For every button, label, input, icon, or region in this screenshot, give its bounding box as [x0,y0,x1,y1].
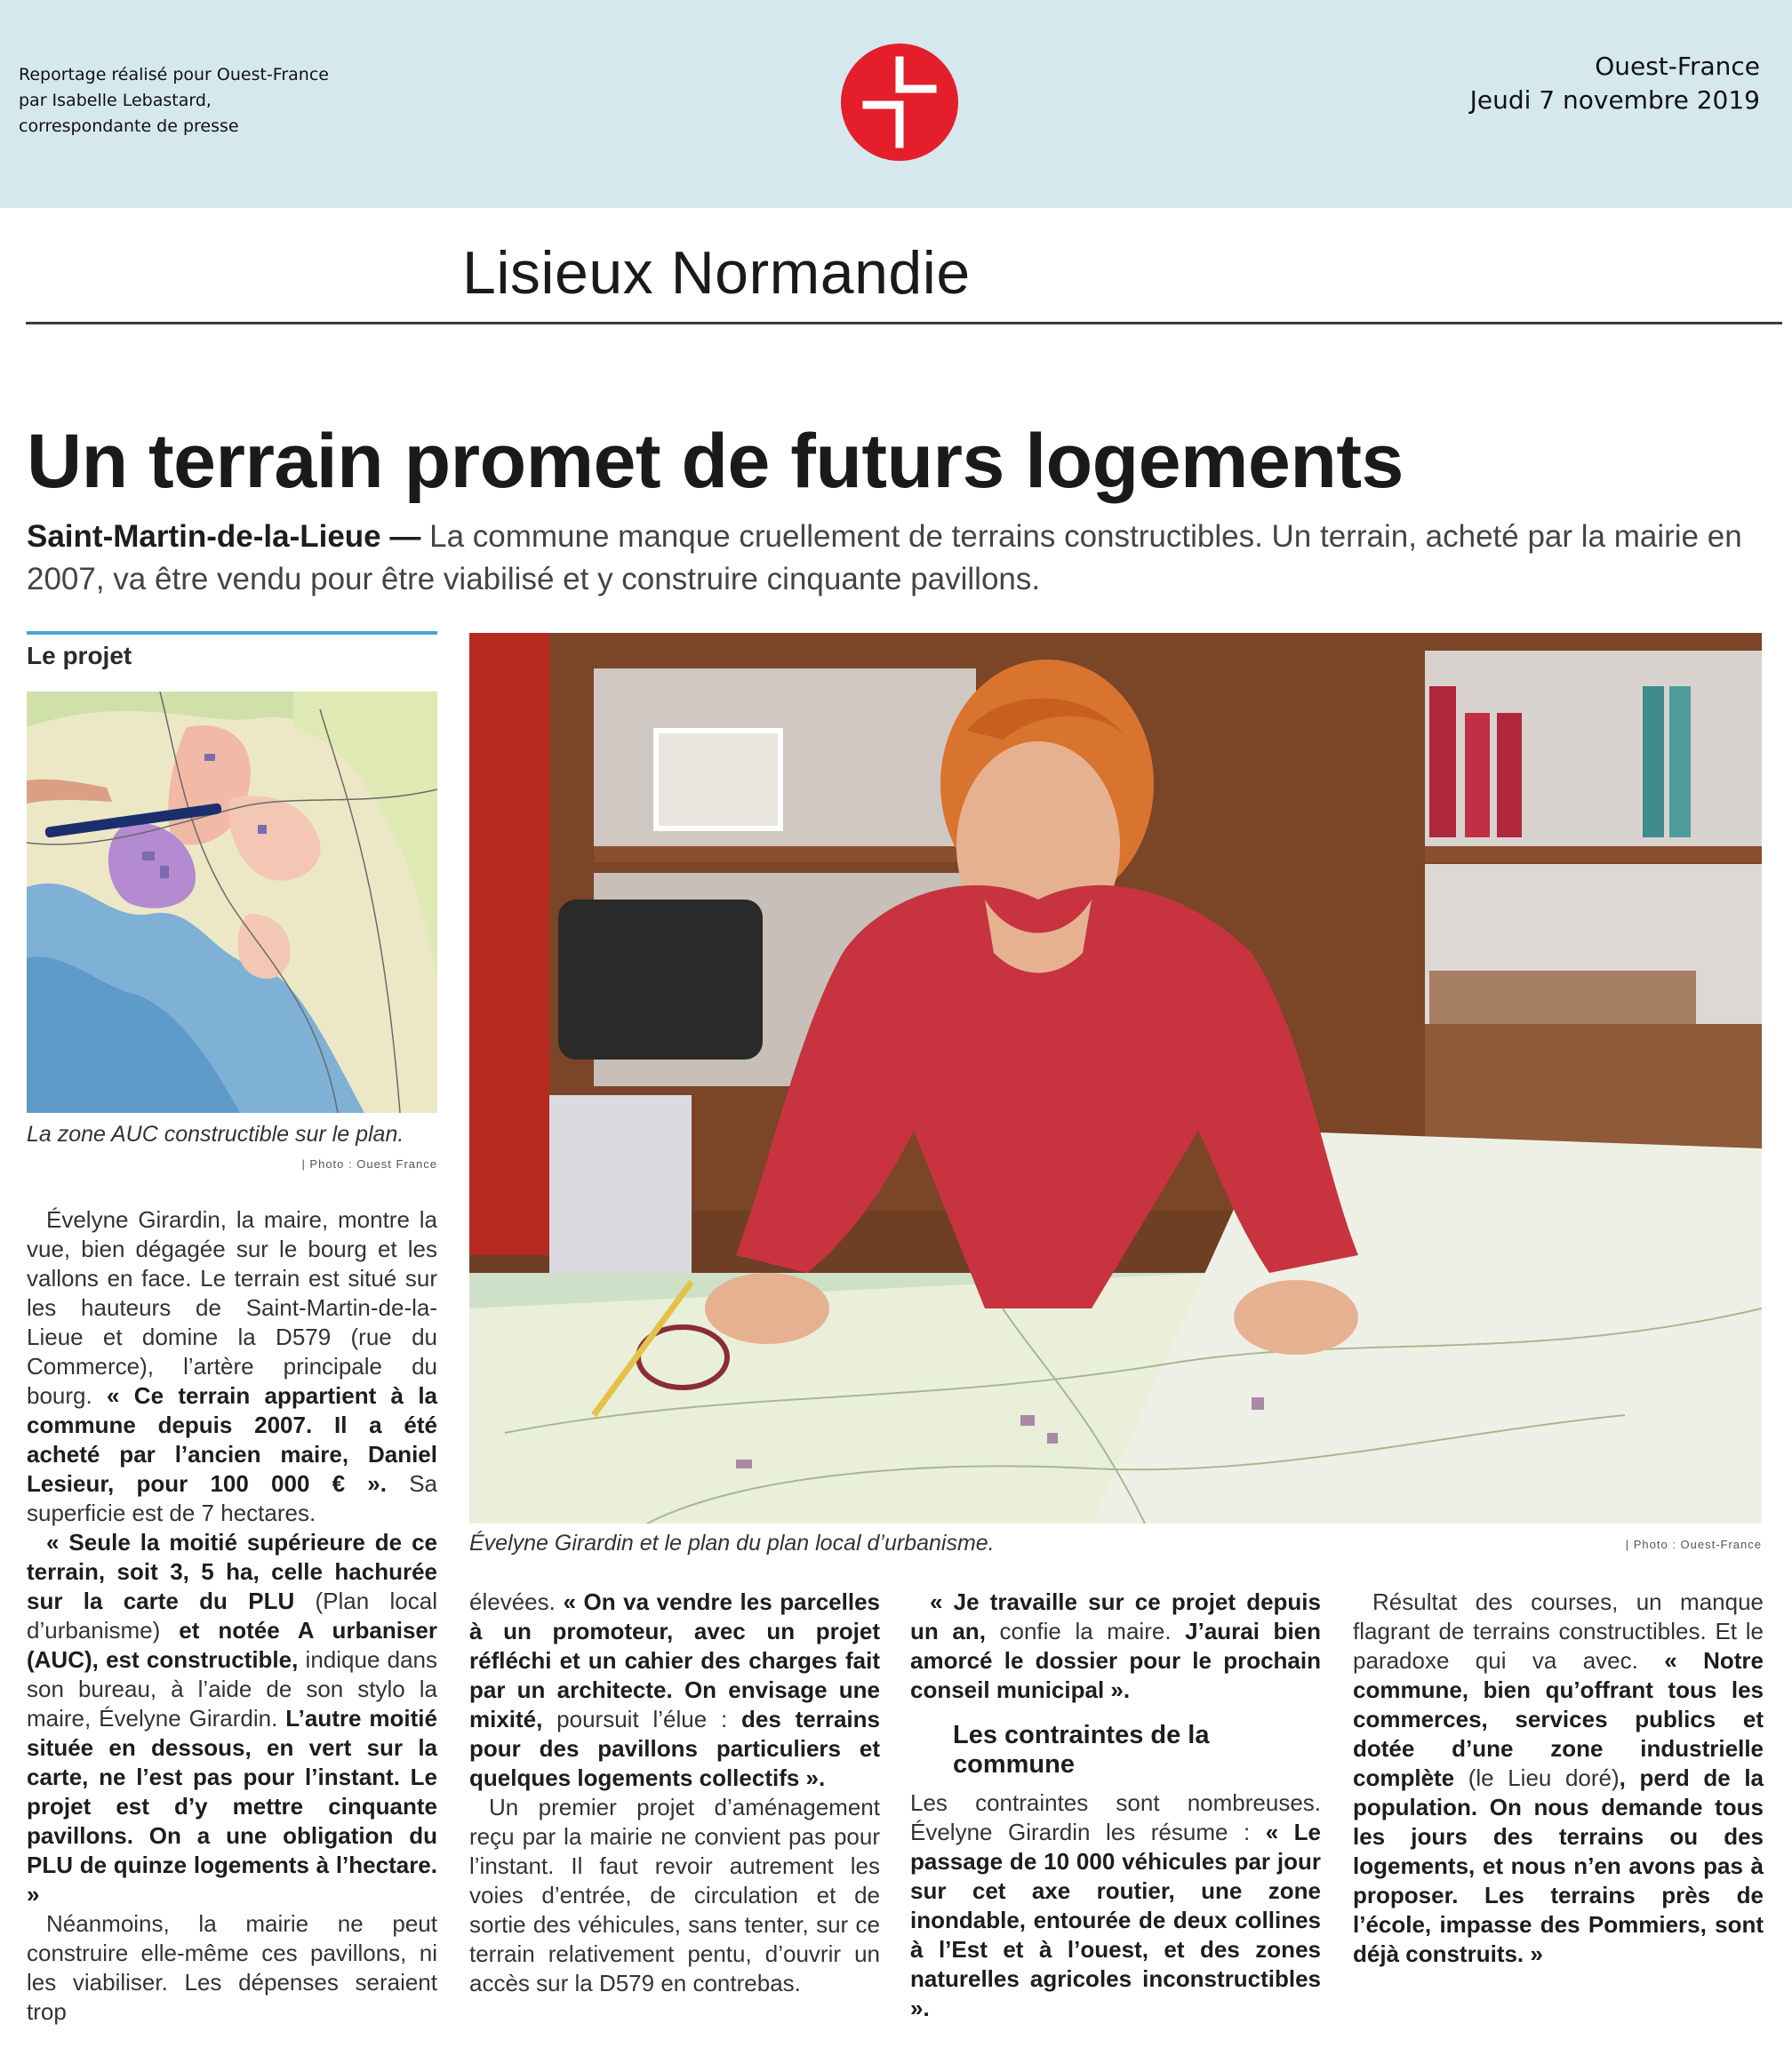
mayor-with-map-photo [469,633,1762,1524]
lede-place: Saint-Martin-de-la-Lieue — [27,519,421,554]
main-photo-credit: | Photo : Ouest-France [1625,1538,1762,1551]
map-photo-credit: | Photo : Ouest France [301,1157,437,1171]
body-paragraph: Un premier projet d’aménagement reçu par la mairie ne convient pas pour l’instant. Il faut revoir autrement les voies d’entrée, de circulation et de sortie des véhicules, sans tenter, sur ce terrain relativement pentu, d’ouvrir un accès sur la D579 en contrebas. [469,1794,880,1996]
body-paragraph: Résultat des courses, un manque flagrant de terrains constructibles. Et le paradoxe qui va avec. « Notre commune, bien qu’offrant tous les commerces, services publics et dotée d’une zone industrielle complète (le Lieu doré), perd de la population. On nous demande tous les jours des terrains ou des logements, et nous n’en avons pas à proposer. Les terrains près de l’école, impasse des Pommiers, sont déjà construits. » [1353,1588,1764,1967]
credit-line: correspondante de presse [19,116,239,136]
lede-text: La commune manque cruellement de terrains constructibles. Un terrain, acheté par la mairie en 2007, va être vendu pour être viabilisé et y construire cinquante pavillons. [27,519,1742,596]
reporter-credit [19,62,329,140]
sidebar-heading: Le projet [27,642,132,669]
source-block [1470,50,1760,117]
ouest-france-logo-icon [840,43,959,162]
body-paragraph: « Seule la moitié supérieure de ce terrain, soit 3, 5 ha, celle hachurée sur la carte du PLU (Plan local d’urbanisme) et notée A urbaniser (AUC), est constructible, indique dans son bureau, à l’aide de son stylo la maire, Évelyne Girardin. L’autre moitié située en dessous, en vert sur la carte, ne l’est pas pour l’instant. Le projet est d’y mettre cinquante pavillons. On a une obligation du PLU de quinze logements à l’hectare. » [27,1529,437,1908]
credit-line: Reportage réalisé pour Ouest-France [19,65,329,84]
body-column-1 [27,1205,437,2027]
publication-date: Jeudi 7 novembre 2019 [1469,85,1760,115]
body-column-3 [910,1588,1321,2023]
article-lede [27,516,1769,601]
section-divider [26,322,1782,324]
body-paragraph: élevées. « On va vendre les parcelles à un promoteur, avec un projet réfléchi et un cahier des charges fait par un architecte. On envisage une mixité, poursuit l’élue : des terrains pour des pavillons particuliers et quelques logements collectifs ». [469,1588,880,1791]
credit-line: par Isabelle Lebastard, [19,91,212,110]
map-caption: La zone AUC constructible sur le plan. [27,1122,404,1147]
body-column-4 [1353,1588,1764,1969]
article-headline: Un terrain promet de futurs logements [27,419,1404,504]
body-subheading: Les contraintes de la commune [953,1721,1210,1779]
body-paragraph: Les contraintes sont nombreuses. Évelyne Girardin les résume : « Le passage de 10 000 véhicules par jour sur cet axe routier, une zone inondable, entourée de deux collines à l’Est et à l’ouest, et des zones naturelles agricoles inconstructibles ». [910,1789,1321,2021]
section-title: Lisieux Normandie [462,239,971,307]
newspaper-name: Ouest-France [1595,52,1760,81]
zoning-map-photo [27,692,437,1113]
body-paragraph: Néanmoins, la mairie ne peut construire elle-même ces pavillons, ni les viabiliser. Les dépenses seraient trop [27,1910,437,2025]
sidebar-accent-rule [27,631,437,635]
main-photo-caption: Évelyne Girardin et le plan du plan local d’urbanisme. [469,1531,995,1556]
body-column-2 [469,1588,880,1998]
body-paragraph: Évelyne Girardin, la maire, montre la vue, bien dégagée sur le bourg et les vallons en face. Le terrain est situé sur les hauteurs de Saint-Martin-de-la-Lieue et domine la D579 (rue du Commerce), l’artère principale du bourg. « Ce terrain appartient à la commune depuis 2007. Il a été acheté par l’ancien maire, Daniel Lesieur, pour 100 000 € ». Sa superficie est de 7 hectares. [27,1206,437,1526]
body-paragraph: « Je travaille sur ce projet depuis un an, confie la maire. J’aurai bien amorcé le dossier pour le prochain conseil municipal ». [910,1588,1322,1703]
